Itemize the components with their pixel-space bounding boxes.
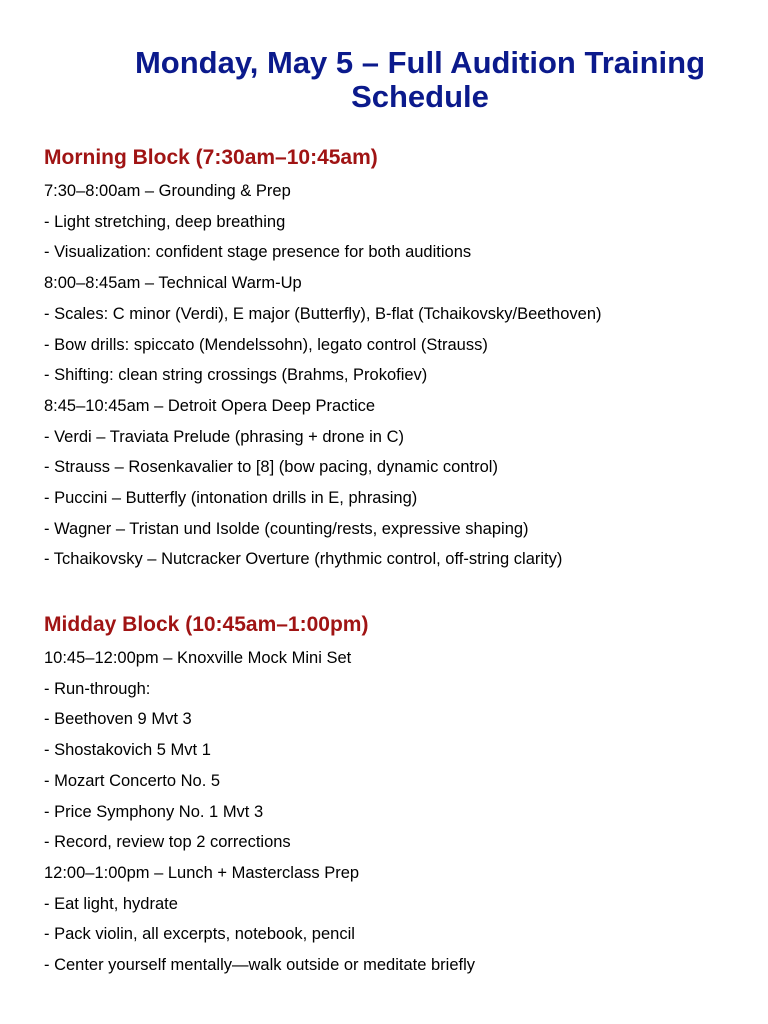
schedule-line: - Scales: C minor (Verdi), E major (Butterfly), B-flat (Tchaikovsky/Beethoven) — [44, 304, 602, 323]
page-title: Monday, May 5 – Full Audition Training Schedule — [134, 45, 706, 114]
schedule-line: - Visualization: confident stage presence for both auditions — [44, 243, 472, 262]
schedule-line: - Tchaikovsky – Nutcracker Overture (rhythmic control, off-string clarity) — [44, 550, 563, 569]
schedule-line: - Eat light, hydrate — [44, 894, 178, 913]
schedule-line: 8:00–8:45am – Technical Warm-Up — [44, 274, 302, 293]
schedule-line: - Pack violin, all excerpts, notebook, pencil — [44, 925, 355, 944]
schedule-line: - Shostakovich 5 Mvt 1 — [44, 741, 211, 760]
schedule-line: - Price Symphony No. 1 Mvt 3 — [44, 802, 264, 821]
morning-block-heading: Morning Block (7:30am–10:45am) — [44, 146, 378, 169]
schedule-line: - Puccini – Butterfly (intonation drills in E, phrasing) — [44, 489, 418, 508]
schedule-line: - Mozart Concerto No. 5 — [44, 771, 221, 790]
schedule-line: - Light stretching, deep breathing — [44, 212, 286, 231]
midday-block-heading: Midday Block (10:45am–1:00pm) — [44, 613, 369, 636]
schedule-line: - Bow drills: spiccato (Mendelssohn), legato control (Strauss) — [44, 335, 488, 354]
morning-block-list — [44, 176, 602, 575]
schedule-line: 10:45–12:00pm – Knoxville Mock Mini Set — [44, 649, 352, 667]
schedule-line: - Center yourself mentally—walk outside or meditate briefly — [44, 956, 476, 975]
schedule-line: - Strauss – Rosenkavalier to [8] (bow pacing, dynamic control) — [44, 458, 498, 477]
schedule-line: 8:45–10:45am – Detroit Opera Deep Practice — [44, 396, 376, 415]
schedule-line: - Shifting: clean string crossings (Brahms, Prokofiev) — [44, 366, 428, 385]
midday-block-list — [44, 643, 475, 981]
schedule-line: 12:00–1:00pm – Lunch + Masterclass Prep — [44, 863, 360, 882]
schedule-line: - Record, review top 2 corrections — [44, 833, 291, 852]
schedule-line: - Run-through: — [44, 679, 151, 698]
schedule-line: - Verdi – Traviata Prelude (phrasing + drone in C) — [44, 427, 404, 446]
schedule-line: 7:30–8:00am – Grounding & Prep — [44, 182, 291, 200]
schedule-line: - Beethoven 9 Mvt 3 — [44, 710, 192, 729]
schedule-line: - Wagner – Tristan und Isolde (counting/rests, expressive shaping) — [44, 519, 529, 538]
